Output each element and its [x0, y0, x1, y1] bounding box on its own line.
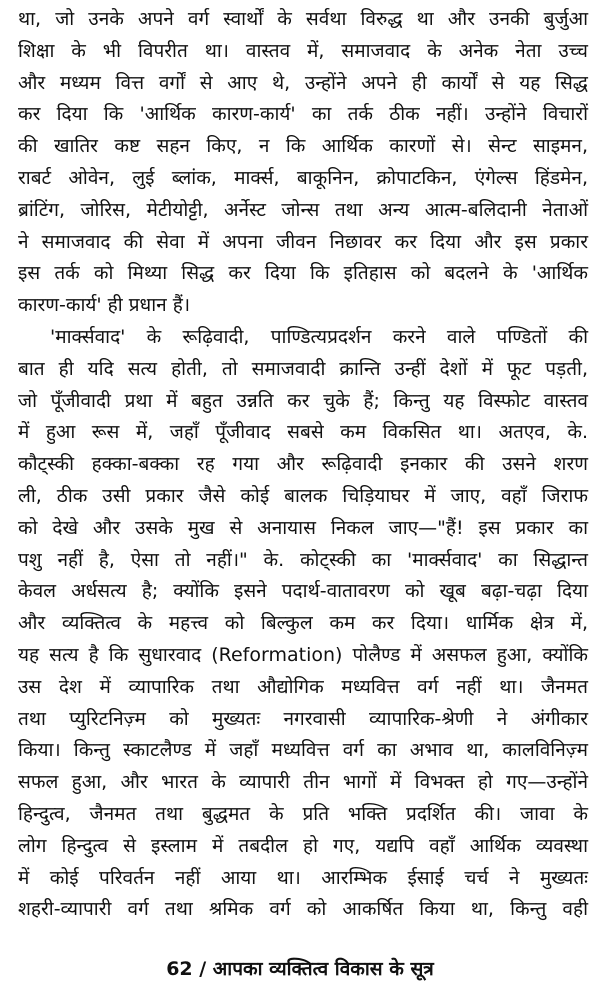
paragraph-2-line: बात ही यदि सत्य होती, तो समाजवादी क्रान्ति उन्हीं देशों में फूट पड़ती,: [18, 357, 588, 380]
paragraph-1-line: ब्रांटिंग, जोरिस, मेटीयोट्टी, अर्नेस्ट जोन्स तथा अन्य आत्म-बलिदानी नेताओं: [18, 198, 588, 221]
paragraph-2-line: किया। किन्तु स्काटलैण्ड में जहाँ मध्यवित्त वर्ग का अभाव था, कालविनिज़्म: [18, 739, 588, 762]
paragraph-2-line: तथा प्युरिटनिज़्म को मुख्यतः नगरवासी व्यापारिक-श्रेणी ने अंगीकार: [18, 707, 588, 730]
paragraph-1-line: राबर्ट ओवेन, लुई ब्लांक, मार्क्स, बाकूनिन, क्रोपाटकिन, एंगेल्स हिंडमेन,: [18, 166, 588, 189]
paragraph-1-line: इस तर्क को मिथ्या सिद्ध कर दिया कि इतिहास को बदलने के 'आर्थिक: [18, 262, 588, 285]
paragraph-2-line: में कोई परिवर्तन नहीं आया था। आरम्भिक ईसाई चर्च ने मुख्यतः: [18, 866, 588, 889]
paragraph-1-line: कर दिया कि 'आर्थिक कारण-कार्य' का तर्क ठीक नहीं। उन्होंने विचारों: [18, 103, 588, 126]
page-footer: 62 / आपका व्यक्तित्व विकास के सूत्र: [166, 958, 434, 980]
paragraph-1-line: कारण-कार्य' ही प्रधान हैं।: [18, 294, 191, 317]
paragraph-2-line: केवल अर्धसत्य है; क्योंकि इसने पदार्थ-वातावरण को खूब बढ़ा-चढ़ा दिया: [18, 580, 588, 603]
paragraph-1-line: था, जो उनके अपने वर्ग स्वार्थों के सर्वथा विरुद्ध था और उनकी बुर्जुआ: [18, 8, 588, 30]
paragraph-2-line: उस देश में व्यापारिक तथा औद्योगिक मध्यवित्त वर्ग नहीं था। जैनमत: [18, 675, 588, 698]
paragraph-1-line: की खातिर कष्ट सहन किए, न कि आर्थिक कारणों से। सेन्ट साइमन,: [18, 135, 588, 158]
paragraph-2-line: यह सत्य है कि सुधारवाद (Reformation) पोलैण्ड में असफल हुआ, क्योंकि: [18, 643, 588, 666]
paragraph-2: [18, 322, 588, 926]
paragraph-1: [18, 4, 588, 322]
paragraph-2-line: 'मार्क्सवाद' के रूढ़िवादी, पाण्डित्यप्रदर्शन करने वाले पण्डितों की: [50, 325, 588, 348]
paragraph-2-line: में हुआ रूस में, जहाँ पूँजीवाद सबसे कम विकसित था। अतएव, के.: [18, 421, 588, 444]
paragraph-2-line: और व्यक्तित्व के महत्त्व को बिल्कुल कम कर दिया। धार्मिक क्षेत्र में,: [18, 612, 588, 635]
paragraph-2-line: पशु नहीं है, ऐसा तो नहीं।" के. कोट्स्की का 'मार्क्सवाद' का सिद्धान्त: [18, 548, 588, 571]
paragraph-2-line: जो पूँजीवादी प्रथा में बहुत उन्नति कर चुके हैं; किन्तु यह विस्फोट वास्तव: [18, 389, 588, 412]
paragraph-2-line: कौट्स्की हक्का-बक्का रह गया और रूढ़िवादी इनकार की उसने शरण: [18, 453, 588, 476]
paragraph-1-line: ने समाजवाद की सेवा में अपना जीवन निछावर कर दिया और इस प्रकार: [18, 230, 588, 253]
paragraph-2-line: ली, ठीक उसी प्रकार जैसे कोई बालक चिड़ियाघर में जाए, वहाँ जिराफ: [18, 484, 588, 507]
paragraph-2-line: लोग हिन्दुत्व से इस्लाम में तबदील हो गए, यद्यपि वहाँ आर्थिक व्यवस्था: [18, 834, 588, 857]
paragraph-1-line: शिक्षा के भी विपरीत था। वास्तव में, समाजवाद के अनेक नेता उच्च: [18, 39, 588, 62]
paragraph-1-line: और मध्यम वित्त वर्गों से आए थे, उन्होंने अपने ही कार्यों से यह सिद्ध: [18, 71, 588, 94]
paragraph-2-line: हिन्दुत्व, जैनमत तथा बुद्धमत के प्रति भक्ति प्रदर्शित की। जावा के: [18, 802, 588, 825]
paragraph-2-line: शहरी-व्यापारी वर्ग तथा श्रमिक वर्ग को आकर्षित किया था, किन्तु वही: [18, 898, 588, 921]
paragraph-2-line: को देखे और उसके मुख से अनायास निकल जाए—"हैं! इस प्रकार का: [18, 516, 588, 539]
paragraph-2-line: सफल हुआ, और भारत के व्यापारी तीन भागों में विभक्त हो गए—उन्होंने: [18, 771, 588, 794]
